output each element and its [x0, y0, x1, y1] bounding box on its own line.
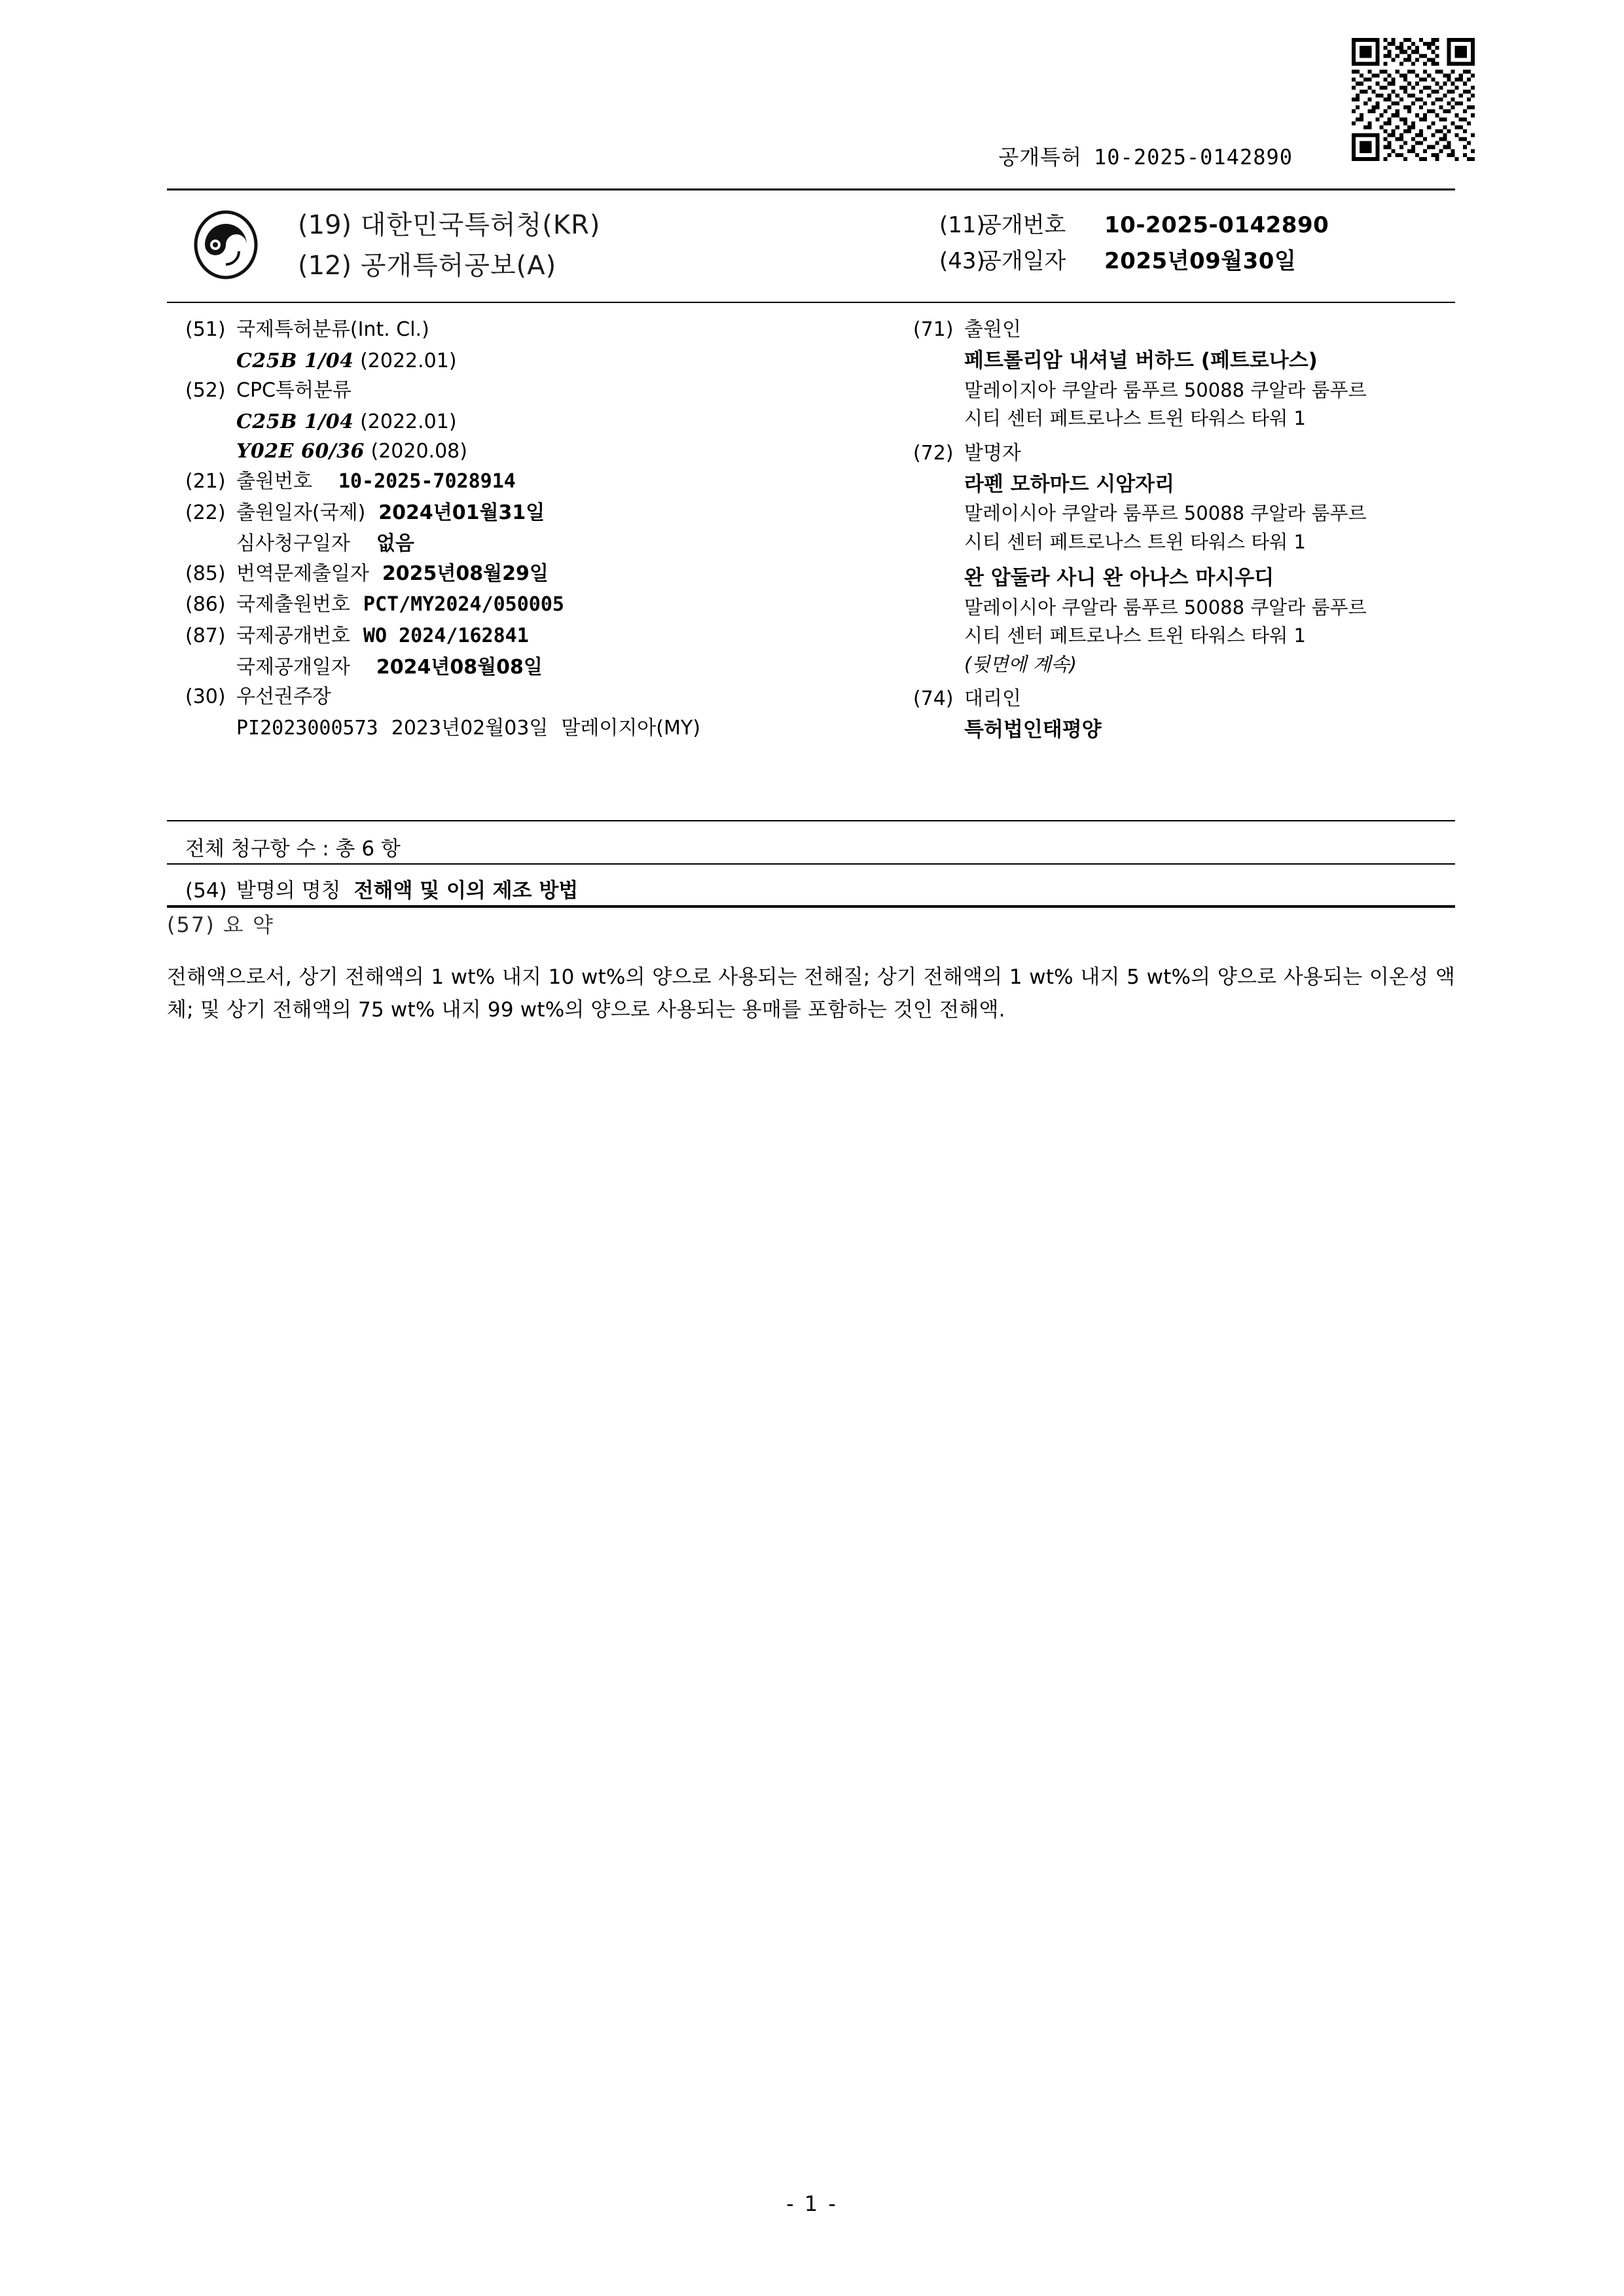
continued-note: (뒷면에 계속)	[964, 653, 1077, 675]
trans-code: (85)	[185, 562, 226, 585]
prio-label: 우선권주장	[236, 685, 331, 709]
cpc-code: (52)	[185, 379, 226, 403]
intl-application-number-row	[185, 590, 899, 620]
pub-date-value: 2025년09월30일	[1104, 248, 1297, 275]
inventor1-name: 라펜 모하마드 시암자리	[964, 472, 1175, 496]
cpc-class1: C25B 1/04	[236, 410, 354, 433]
abstract-text: 전해액으로서, 상기 전해액의 1 wt% 내지 10 wt%의 양으로 사용되는 전해질; 상기 전해액의 1 wt% 내지 5 wt%의 양으로 사용되는 이온성 액체; 및 상기 전해액의 75 wt% 내지 99 wt%의 양으로 사용되는 용매를 포함하는 것인 전해액.	[167, 965, 1455, 1022]
intl-pubdate-label: 국제공개일자	[236, 655, 350, 679]
agent-label: 대리인	[964, 687, 1021, 710]
cpc-class1-row	[236, 407, 899, 437]
exam-request-row	[236, 529, 899, 559]
pub-date-label: 공개일자	[980, 248, 1066, 275]
masthead	[167, 190, 1455, 303]
inventor2-name: 완 압둘라 사니 완 아나스 마시우디	[964, 566, 1274, 590]
trans-label: 번역문제출일자	[236, 562, 369, 585]
right-column	[913, 315, 1437, 745]
ipc-code: (51)	[185, 318, 226, 341]
inventor-row	[913, 439, 1437, 468]
intl-pubno-code: (87)	[185, 624, 226, 647]
invention-code: (54)	[185, 879, 227, 903]
cpc-class2-date: (2020.08)	[370, 440, 467, 463]
application-date-row	[185, 498, 899, 528]
publication-number-row	[939, 207, 1329, 243]
ipc-row	[185, 315, 899, 345]
invention-title: 전해액 및 이의 제조 방법	[353, 879, 579, 903]
translation-date-row	[185, 559, 899, 589]
intl-pubdate-value: 2024년08월08일	[376, 655, 543, 679]
intl-publication-date-row	[236, 653, 899, 683]
intl-pubno-value: WO 2024/162841	[363, 624, 529, 647]
cpc-row	[185, 376, 899, 406]
agent-name: 특허법인태평양	[964, 718, 1102, 742]
prio-date: 2023년02월03일	[391, 716, 549, 740]
inventor1-address-line2: 시티 센터 페트로나스 트윈 타워스 타워 1	[964, 530, 1306, 553]
cpc-label: CPC특허분류	[236, 379, 352, 403]
office-title-block	[298, 205, 601, 286]
line19-code: (19)	[298, 210, 352, 240]
applicant-address-line1: 말레이지아 쿠알라 룸푸르 50088 쿠알라 룸푸르	[964, 378, 1367, 401]
inventor-code: (72)	[913, 441, 954, 465]
intl-appno-code: (86)	[185, 593, 226, 617]
bibliographic-frame	[167, 188, 1455, 908]
intl-pubno-label: 국제공개번호	[236, 624, 350, 647]
line19-text: 대한민국특허청(KR)	[360, 210, 601, 240]
exam-value: 없음	[376, 532, 414, 556]
inventor-label: 발명자	[964, 441, 1021, 465]
exam-label: 심사청구일자	[236, 532, 350, 556]
claims-count-text: 전체 청구항 수 : 총 6 항	[185, 837, 401, 861]
agent-code: (74)	[913, 687, 954, 710]
appno-code: (21)	[185, 469, 226, 493]
publication-info	[939, 207, 1329, 279]
pub-no-value: 10-2025-0142890	[1104, 212, 1329, 238]
trans-value: 2025년08월29일	[382, 562, 549, 585]
invention-title-row	[167, 863, 1455, 906]
applicant-row	[913, 315, 1437, 344]
priority-detail-row	[236, 713, 899, 744]
publication-date-row	[939, 243, 1329, 279]
ipc-class-date: (2022.01)	[360, 349, 457, 372]
applicant-name: 페트롤리암 내셔널 버하드 (페트로나스)	[964, 349, 1318, 372]
prio-number: PI2023000573	[236, 716, 378, 740]
cpc-class2-row	[236, 437, 899, 467]
pub-no-code: (11)	[939, 212, 985, 238]
kipo-emblem-icon	[192, 209, 260, 281]
pub-date-code: (43)	[939, 248, 985, 275]
prio-country: 말레이지아(MY)	[561, 716, 700, 740]
agent-row	[913, 684, 1437, 713]
ipc-class: C25B 1/04	[236, 349, 354, 372]
document-type-label: 공개특허	[998, 145, 1083, 170]
intl-appno-label: 국제출원번호	[236, 593, 350, 617]
claims-count-row	[167, 820, 1455, 863]
pub-no-label: 공개번호	[980, 212, 1066, 238]
appdate-label: 출원일자(국제)	[236, 501, 366, 524]
application-number-row	[185, 467, 899, 497]
ipc-class-row	[236, 346, 899, 376]
applicant-code: (71)	[913, 318, 954, 341]
inventor2-address-line1: 말레이시아 쿠알라 룸푸르 50088 쿠알라 룸푸르	[964, 596, 1367, 619]
appno-value: 10-2025-7028914	[338, 469, 516, 493]
abstract-heading: (57) 요 약	[167, 912, 274, 937]
applicant-address-line2: 시티 센터 페트로나스 트윈 타워스 타워 1	[964, 407, 1306, 429]
appno-label: 출원번호	[236, 469, 312, 493]
cpc-class2: Y02E 60/36	[236, 440, 365, 463]
bibliographic-columns	[167, 303, 1455, 820]
document-number: 10-2025-0142890	[1094, 145, 1293, 170]
intl-appno-value: PCT/MY2024/050005	[363, 593, 564, 617]
left-column	[185, 315, 899, 743]
inventor1-address-line1: 말레이시아 쿠알라 룸푸르 50088 쿠알라 룸푸르	[964, 502, 1367, 524]
appdate-code: (22)	[185, 501, 226, 524]
line12-code: (12)	[298, 251, 352, 281]
invention-label: 발명의 명칭	[236, 879, 341, 903]
line12-text: 공개특허공보(A)	[360, 251, 557, 281]
qr-code-icon	[1352, 38, 1475, 161]
appdate-value: 2024년01월31일	[378, 501, 545, 524]
applicant-label: 출원인	[964, 318, 1021, 341]
prio-code: (30)	[185, 685, 226, 709]
cpc-class1-date: (2022.01)	[360, 410, 457, 433]
priority-row	[185, 682, 899, 712]
ipc-label: 국제특허분류(Int. Cl.)	[236, 318, 429, 341]
document-header	[167, 141, 1293, 171]
intl-publication-number-row	[185, 621, 899, 651]
inventor2-address-line2: 시티 센터 페트로나스 트윈 타워스 타워 1	[964, 624, 1306, 647]
page-number: - 1 -	[786, 2191, 838, 2216]
